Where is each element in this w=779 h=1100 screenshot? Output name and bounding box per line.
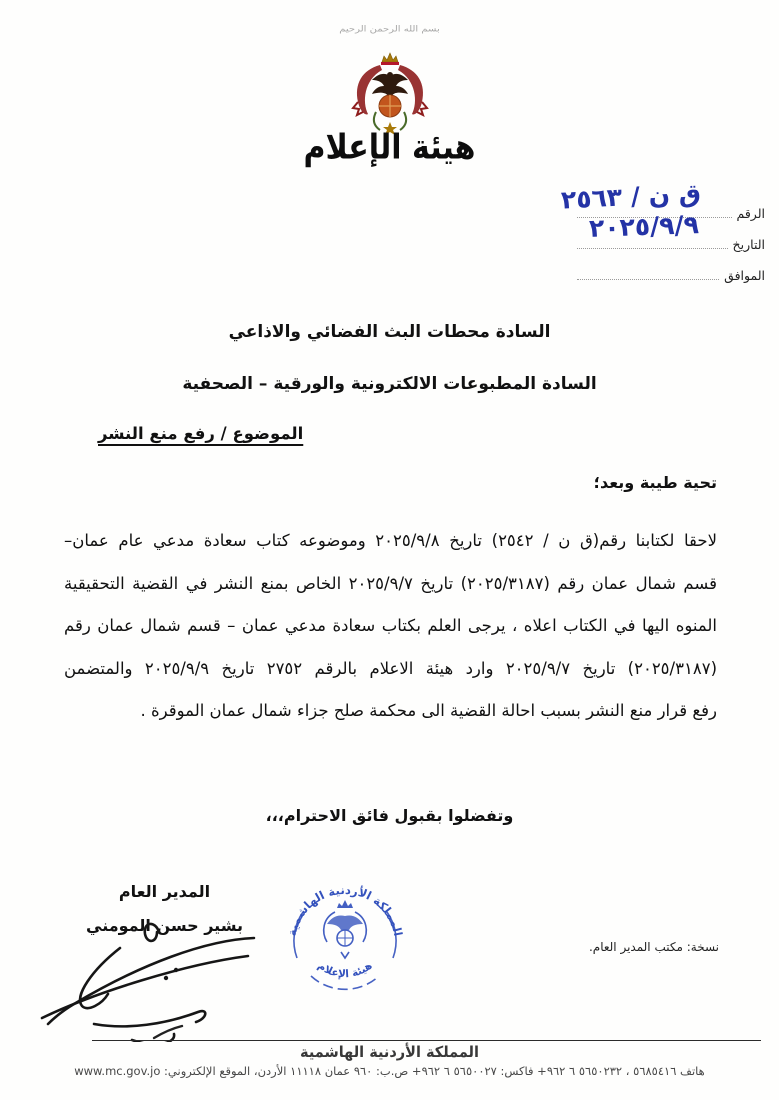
body-line: المنوه اليها في الكتاب اعلاه ، يرجى العلم بكتاب سعادة مدعي عمان – قسم شمال عمان رقم	[64, 616, 717, 635]
basmala-calligraphy: بسم الله الرحمن الرحيم	[339, 24, 440, 35]
stamp-bottom-text: هيئة الإعلام	[315, 959, 375, 981]
body-line: قسم شمال عمان رقم (٢٠٢٥/٣١٨٧) تاريخ ٢٠٢٥/٩/٧ الخاص بمنع النشر في القضية التحقيقية	[64, 573, 717, 593]
footer-kingdom-name: المملكة الأردنية الهاشمية	[300, 1044, 479, 1062]
signatory-title: المدير العام	[118, 882, 211, 901]
org-name-calligraphy: هيئة الإعلام	[303, 127, 476, 168]
ref-date-line	[577, 248, 728, 249]
greeting-line: تحية طيبة وبعد؛	[593, 473, 717, 492]
body-line: لاحقا لكتابنا رقم(ق ن / ٢٥٤٢) تاريخ ٢٠٢٥/٩/٨ وموضوعه كتاب سعادة مدعي عام عمان–	[64, 531, 717, 550]
letter-body	[64, 520, 717, 733]
signatory-name: بشير حسن المومني	[86, 916, 243, 935]
body-line: رفع قرار منع النشر بسبب احالة القضية الى محكمة صلح جزاء شمال عمان الموقرة .	[140, 701, 717, 720]
ref-date-label: التاريخ	[732, 237, 765, 252]
ref-corresponding-line	[577, 279, 719, 280]
closing-line: وتفضلوا بقبول فائق الاحترام،،،	[265, 806, 514, 825]
ref-corresponding-label: الموافق	[724, 268, 765, 283]
pen-mark	[150, 1024, 186, 1044]
stamp-crest-icon	[324, 900, 367, 958]
body-line: (٢٠٢٥/٣١٨٧) تاريخ ٢٠٢٥/٩/٧ وارد هيئة الاعلام بالرقم ٢٧٥٢ تاريخ ٢٠٢٥/٩/٩ والمتضمن	[64, 658, 717, 678]
ref-corresponding-row	[577, 252, 765, 283]
footer-divider	[92, 1040, 761, 1041]
handwritten-ref-number: ق ن / ٢٥٦٣	[560, 178, 702, 215]
footer-contact-line: هاتف ٥٦٨٥٤١٦ ، ٥٦٥٠٢٣٢ ٦ ٩٦٢+ فاكس: ٥٦٥٠٠٢٧ ٦ ٩٦٢+ ص.ب: ٩٦٠ عمان ١١١١٨ الأردن، الموقع الإلكتروني: www.mc.gov.jo	[74, 1064, 705, 1078]
addressee-line-1: السادة محطات البث الفضائي والاذاعي	[228, 322, 551, 342]
ref-number-label: الرقم	[736, 206, 765, 221]
addressee-line-2: السادة المطبوعات الالكترونية والورقية – الصحفية	[182, 374, 597, 394]
svg-text:هيئة الإعلام	[316, 960, 375, 981]
handwritten-ref-date: ٢٠٢٥/٩/٩	[588, 210, 700, 243]
subject-line: الموضوع / رفع منع النشر	[98, 424, 304, 443]
copy-note: نسخة: مكتب المدير العام.	[588, 940, 719, 954]
official-stamp	[281, 874, 409, 1006]
stamp-top-text: المملكة الأردنية الهاشمية	[284, 882, 406, 938]
